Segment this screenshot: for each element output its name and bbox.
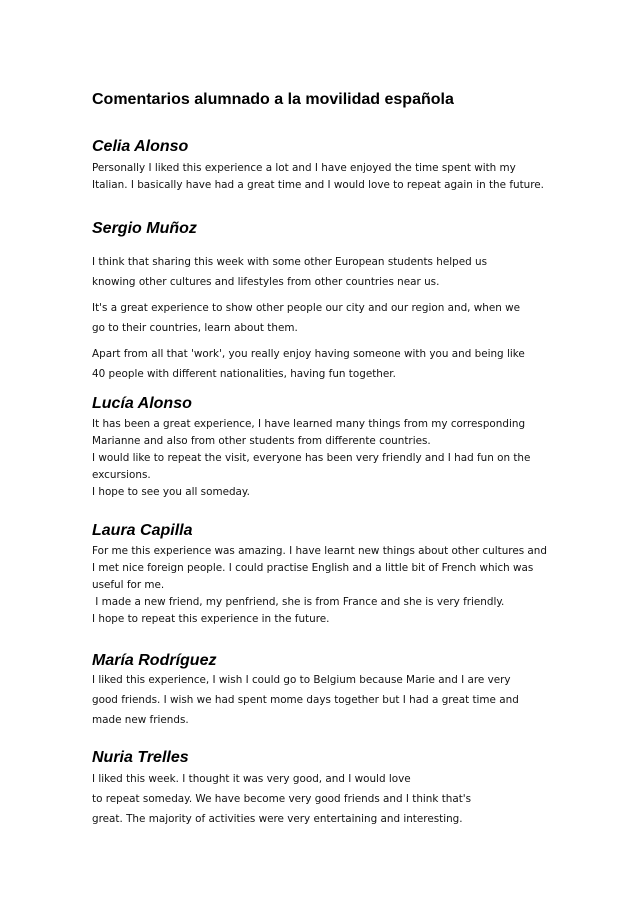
student-name-celia-alonso: Celia Alonso: [92, 138, 189, 155]
comment-line: I hope to see you all someday.: [92, 486, 250, 498]
comment-line: Marianne and also from other students from differente countries.: [92, 435, 431, 447]
comment-line: go to their countries, learn about them.: [92, 322, 298, 334]
comment-line: Apart from all that 'work', you really enjoy having someone with you and being like: [92, 348, 525, 360]
comment-paragraph: [92, 160, 552, 194]
comment-line: made new friends.: [92, 714, 189, 726]
comment-line: Italian. I basically have had a great time and I would love to repeat again in the future.: [92, 179, 544, 191]
comment-line: great. The majority of activities were very entertaining and interesting.: [92, 813, 463, 825]
comment-line: I liked this experience, I wish I could go to Belgium because Marie and I are very: [92, 674, 511, 686]
document-title: Comentarios alumnado a la movilidad española: [92, 91, 454, 108]
comment-line: useful for me.: [92, 579, 165, 591]
comment-paragraph: [92, 344, 552, 384]
student-name-laura-capilla: Laura Capilla: [92, 522, 193, 539]
student-name-lucia-alonso: Lucía Alonso: [92, 395, 192, 412]
comment-paragraph: [92, 252, 552, 292]
comment-line: I would like to repeat the visit, everyone has been very friendly and I had fun on the: [92, 452, 531, 464]
comment-line: knowing other cultures and lifestyles from other countries near us.: [92, 276, 440, 288]
comment-line: I met nice foreign people. I could practise English and a little bit of French which was: [92, 562, 534, 574]
student-name-sergio-munoz: Sergio Muñoz: [92, 220, 197, 237]
comment-line: For me this experience was amazing. I have learnt new things about other cultures and: [92, 545, 547, 557]
comment-paragraph: [92, 543, 552, 628]
comment-line: Personally I liked this experience a lot and I have enjoyed the time spent with my: [92, 162, 516, 174]
comment-line: 40 people with different nationalities, having fun together.: [92, 368, 396, 380]
comment-line: It's a great experience to show other people our city and our region and, when we: [92, 302, 521, 314]
comment-line: It has been a great experience, I have learned many things from my corresponding: [92, 418, 526, 430]
comment-line: I made a new friend, my penfriend, she is from France and she is very friendly.: [92, 596, 505, 608]
comment-line: I liked this week. I thought it was very good, and I would love: [92, 773, 411, 785]
student-name-maria-rodriguez: María Rodríguez: [92, 652, 217, 669]
comment-line: excursions.: [92, 469, 151, 481]
comment-paragraph: [92, 298, 552, 338]
comment-line: to repeat someday. We have become very good friends and I think that's: [92, 793, 472, 805]
comment-line: I think that sharing this week with some other European students helped us: [92, 256, 488, 268]
comment-paragraph: [92, 670, 552, 730]
comment-line: good friends. I wish we had spent mome days together but I had a great time and: [92, 694, 519, 706]
comment-paragraph: [92, 769, 552, 829]
comment-paragraph: [92, 416, 552, 501]
comment-line: I hope to repeat this experience in the future.: [92, 613, 330, 625]
student-name-nuria-trelles: Nuria Trelles: [92, 749, 189, 766]
